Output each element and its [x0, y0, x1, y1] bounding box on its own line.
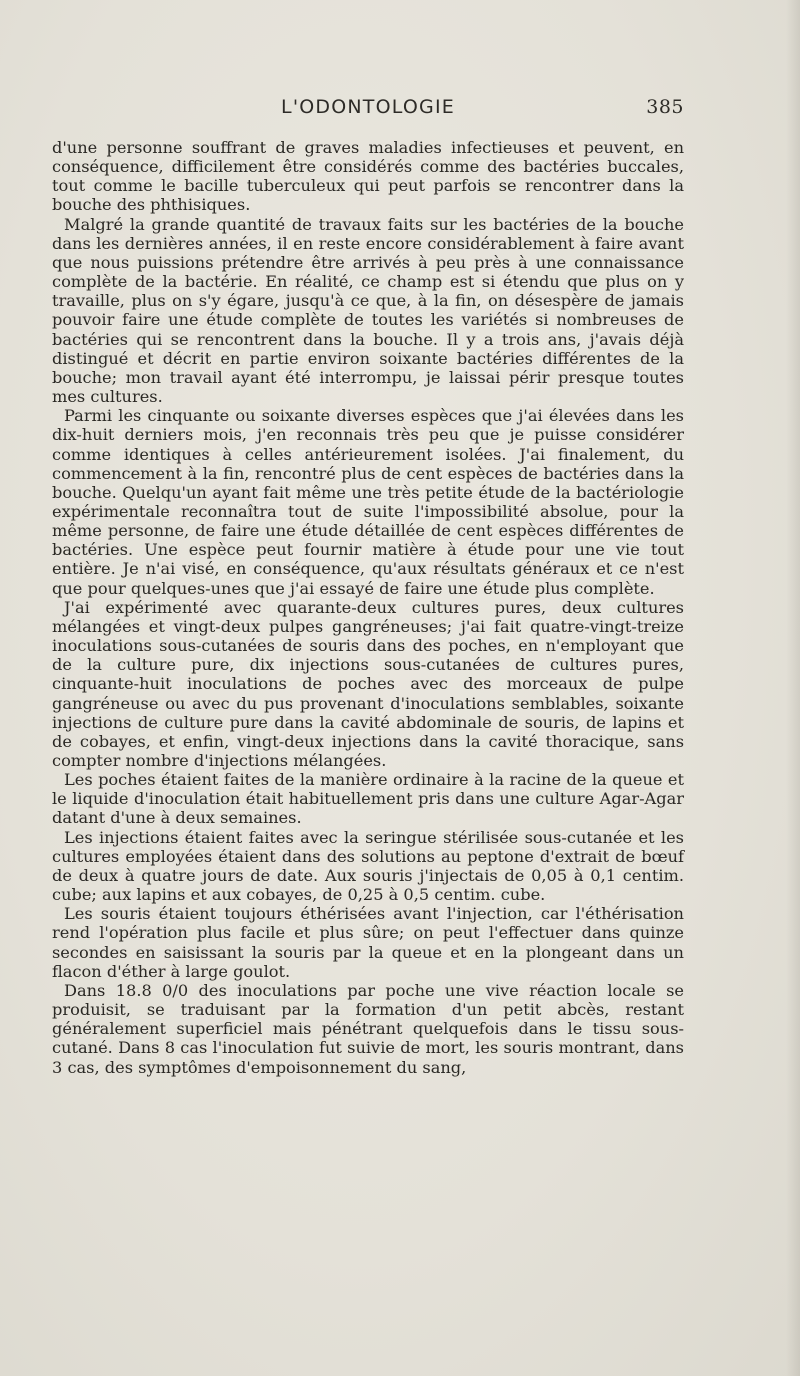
paragraph: Malgré la grande quantité de travaux faits sur les bactéries de la bouche dans les dernières années, il en reste encore considérablement à faire avant que nous puissions prétendre être arrivés à peu près à une connaissance complète de la bactérie. En réalité, ce champ est si étendu que plus on y travaille, plus on s'y égare, jusqu'à ce que, à la fin, on désespère de jamais pouvoir faire une étude complète de toutes les variétés si nombreuses de bactéries qui se rencontrent dans la bouche. Il y a trois ans, j'avais déjà distingué et décrit en partie environ soixante bactéries différentes de la bouche; mon travail ayant été interrompu, je laissai périr presque toutes mes cultures. — [52, 214, 684, 407]
paragraph: Les poches étaient faites de la manière ordinaire à la racine de la queue et le liquide d'inoculation était habituellement pris dans une culture Agar-Agar datant d'une à deux semaines. — [52, 770, 684, 828]
page-header — [52, 96, 684, 122]
running-title: L'ODONTOLOGIE — [281, 96, 455, 118]
paragraph-continuation: d'une personne souffrant de graves maladies infectieuses et peuvent, en conséquence, difficilement être considérés comme des bactéries buccales, tout comme le bacille tuberculeux qui peut parfois se rencontrer dans la bouche des phthisiques. — [52, 138, 684, 215]
paragraph: J'ai expérimenté avec quarante-deux cultures pures, deux cultures mélangées et vingt-deux pulpes gangréneuses; j'ai fait quatre-vingt-treize inoculations sous-cutanées de souris dans des poches, en n'employant que de la culture pure, dix injections sous-cutanées de cultures pures, cinquante-huit inoculations de poches avec des morceaux de pulpe gangréneuse ou avec du pus provenant d'inoculations semblables, soixante injections de culture pure dans la cavité abdominale de souris, de lapins et de cobayes, et enfin, vingt-deux injections dans la cavité thoracique, sans compter nombre d'injections mélangées. — [52, 597, 684, 770]
paragraph: Parmi les cinquante ou soixante diverses espèces que j'ai élevées dans les dix-huit derniers mois, j'en reconnais très peu que je puisse considérer comme identiques à celles antérieurement isolées. J'ai finalement, du commencement à la fin, rencontré plus de cent espèces de bactéries dans la bouche. Quelqu'un ayant fait même une très petite étude de la bactériologie expérimentale reconnaîtra tout de suite l'impossibilité absolue, pour la même personne, de faire une étude détaillée de cent espèces différentes de bactéries. Une espèce peut fournir matière à étude pour une vie tout entière. Je n'ai visé, en conséquence, qu'aux résultats généraux et ce n'est que pour quelques-unes que j'ai essayé de faire une étude plus complète. — [52, 406, 684, 598]
page-edge-shadow — [786, 0, 800, 1376]
page-number: 385 — [646, 96, 684, 118]
body-text — [52, 138, 684, 1077]
paragraph: Les souris étaient toujours éthérisées avant l'injection, car l'éthérisation rend l'opération plus facile et plus sûre; on peut l'effectuer dans quinze secondes en saisissant la souris par la queue et en la plongeant dans un flacon d'éther à large goulot. — [52, 904, 684, 981]
paragraph: Dans 18.8 0/0 des inoculations par poche une vive réaction locale se produisit, se traduisant par la formation d'un petit abcès, restant généralement superficiel mais pénétrant quelquefois dans le tissu sous-cutané. Dans 8 cas l'inoculation fut suivie de mort, les souris montrant, dans 3 cas, des symptômes d'empoisonnement du sang, — [52, 980, 684, 1077]
paragraph: Les injections étaient faites avec la seringue stérilisée sous-cutanée et les cultures employées étaient dans des solutions au peptone d'extrait de bœuf de deux à quatre jours de date. Aux souris j'injectais de 0,05 à 0,1 centim. cube; aux lapins et aux cobayes, de 0,25 à 0,5 centim. cube. — [52, 827, 684, 905]
